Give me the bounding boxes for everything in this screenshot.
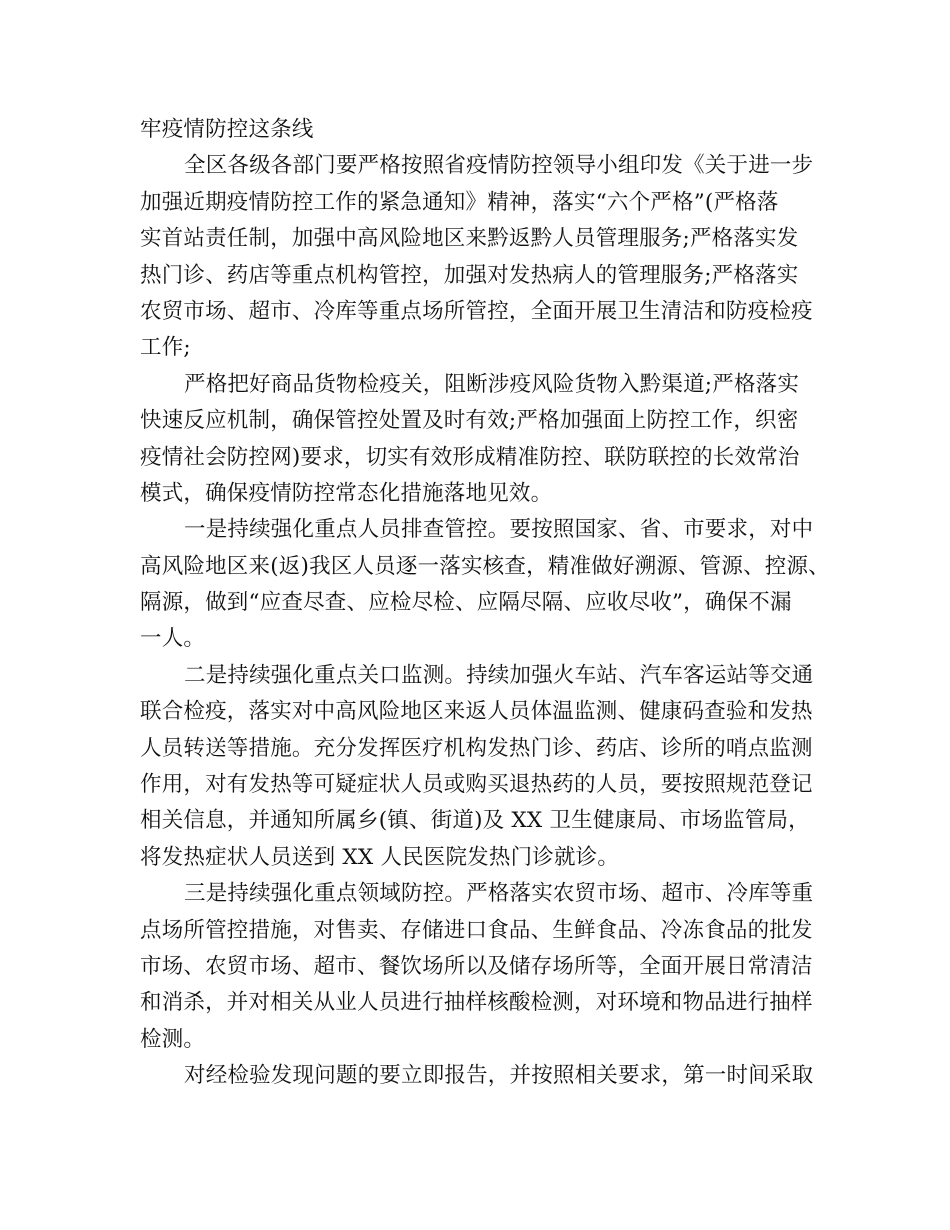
text-line: 点场所管控措施，对售卖、存储进口食品、生鲜食品、冷冻食品的批发 [140,917,813,943]
text-line: 一人。 [140,626,206,652]
text-line: 严格把好商品货物检疫关，阻断涉疫风险货物入黔渠道;严格落实 [184,371,800,397]
text-line: 热门诊、药店等重点机构管控，加强对发热病人的管理服务;严格落实 [140,262,799,288]
text-line: 市场、农贸市场、超市、餐饮场所以及储存场所等，全面开展日常清洁 [140,953,813,979]
text-line: 模式，确保疫情防控常态化措施落地见效。 [140,480,553,506]
text-line: 对经检验发现问题的要立即报告，并按照相关要求，第一时间采取 [184,1063,814,1089]
text-line: 农贸市场、超市、冷库等重点场所管控，全面开展卫生清洁和防疫检疫 [140,298,813,324]
text-line: 快速反应机制，确保管控处置及时有效;严格加强面上防控工作，织密 [140,408,799,434]
text-line: 将发热症状人员送到 XX 人民医院发热门诊就诊。 [140,844,620,870]
text-line: 隔源，做到“应查尽查、应检尽检、应隔尽隔、应收尽收”，确保不漏 [140,590,792,616]
text-line: 加强近期疫情防控工作的紧急通知》精神，落实“六个严格”(严格落 [140,189,779,215]
text-line: 实首站责任制，加强中高风险地区来黔返黔人员管理服务;严格落实发 [140,226,799,252]
text-line: 联合检疫，落实对中高风险地区来返人员体温监测、健康码查验和发热 [140,699,813,725]
document-body [140,112,830,1095]
text-line: 作用，对有发热等可疑症状人员或购买退热药的人员，要按照规范登记 [140,772,813,798]
text-line: 牢疫情防控这条线 [140,117,314,142]
text-line: 疫情社会防控网)要求，切实有效形成精准防控、联防联控的长效常治 [140,444,800,470]
text-line: 三是持续强化重点领域防控。严格落实农贸市场、超市、冷库等重 [184,881,814,907]
text-line: 工作; [140,335,191,361]
text-line: 人员转送等措施。充分发挥医疗机构发热门诊、药店、诊所的哨点监测 [140,735,813,761]
text-line: 高风险地区来(返)我区人员逐一落实核查，精准做好溯源、管源、控源、 [140,553,830,579]
text-line: 相关信息，并通知所属乡(镇、街道)及 XX 卫生健康局、市场监管局， [140,808,810,834]
text-line: 和消杀，并对相关从业人员进行抽样核酸检测，对环境和物品进行抽样 [140,990,813,1016]
text-line: 全区各级各部门要严格按照省疫情防控领导小组印发《关于进一步 [184,153,814,179]
text-line: 一是持续强化重点人员排查管控。要按照国家、省、市要求，对中 [184,517,814,543]
text-line: 二是持续强化重点关口监测。持续加强火车站、汽车客运站等交通 [184,662,814,688]
text-line: 检测。 [140,1026,206,1052]
